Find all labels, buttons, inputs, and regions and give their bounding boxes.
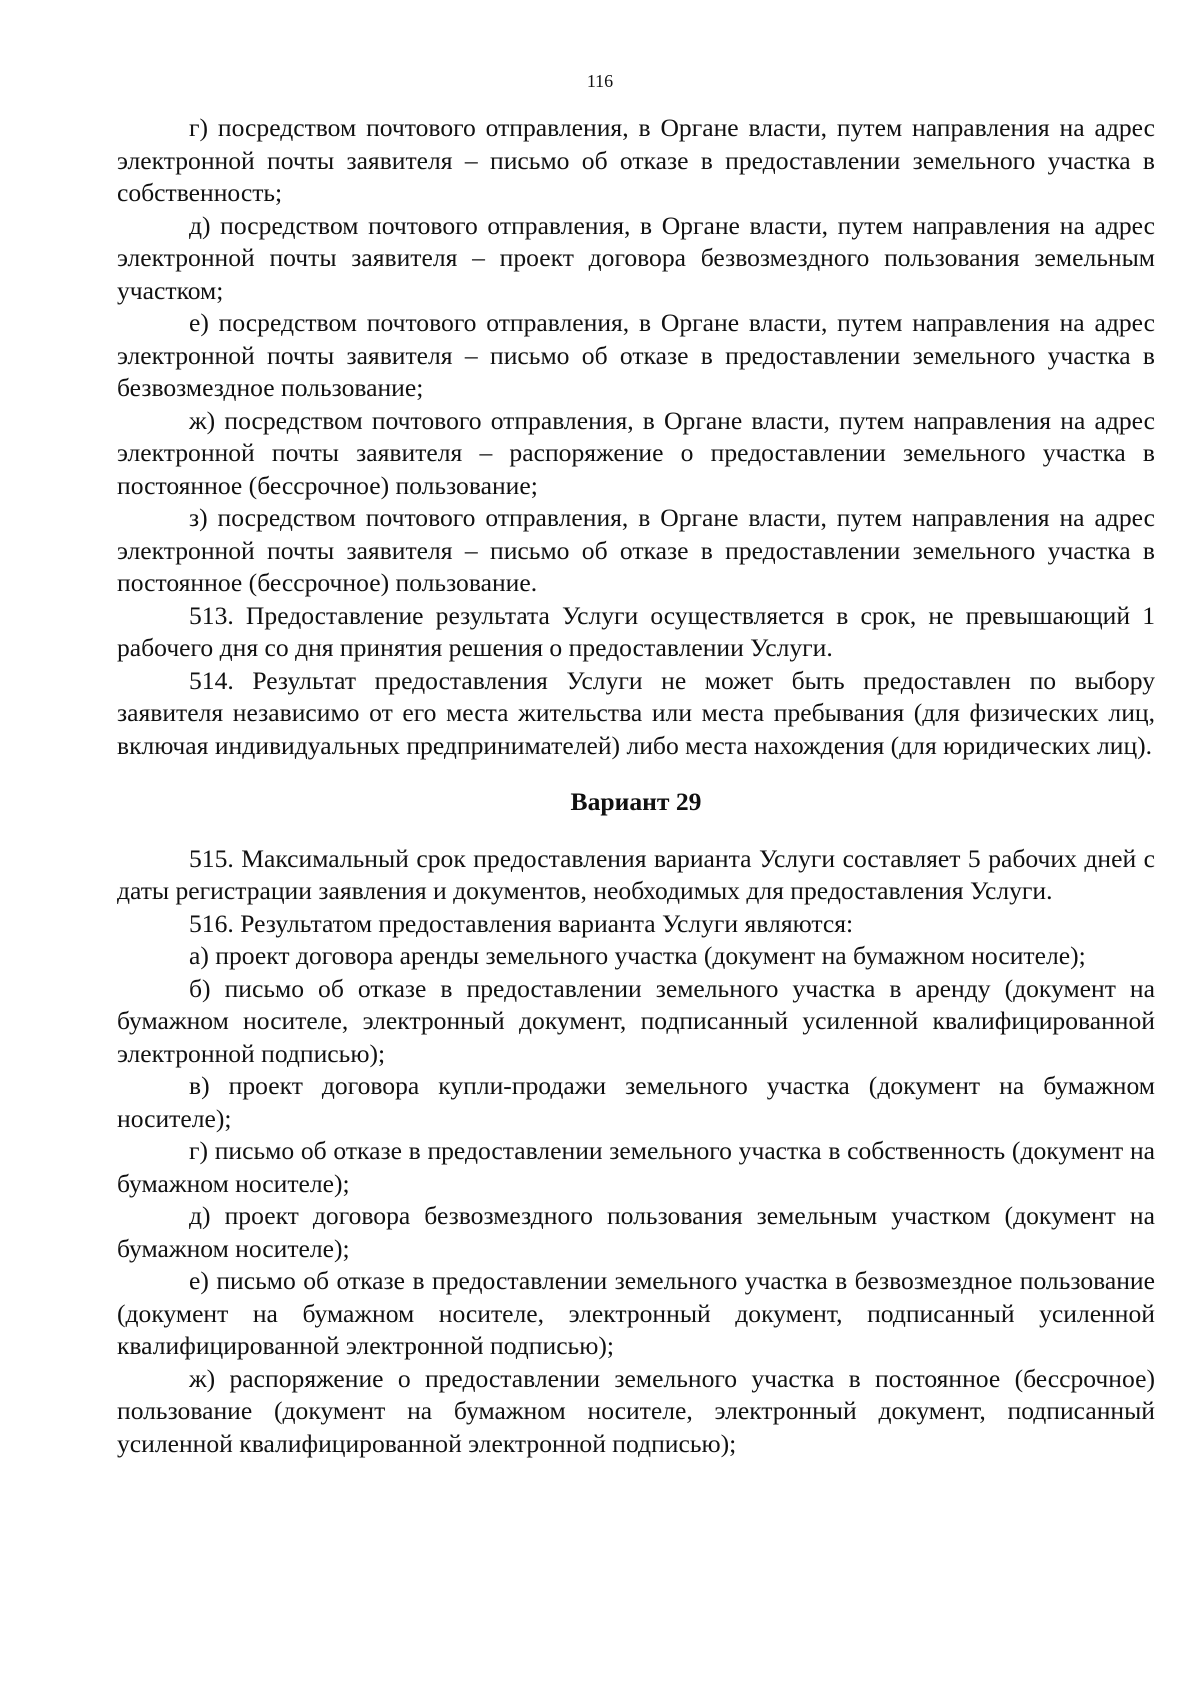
paragraph-result-d: д) проект договора безвозмездного пользования земельным участком (документ на бумажном носителе); [117, 1201, 1155, 1263]
paragraph-result-a: а) проект договора аренды земельного участка (документ на бумажном носителе); [189, 941, 1086, 970]
paragraph-result-zh: ж) распоряжение о предоставлении земельного участка в постоянное (бессрочное) пользование (документ на бумажном носителе, электронный документ, подписанный усиленной квалифицированной электронной подписью); [117, 1363, 1155, 1458]
paragraph-item-z: з) посредством почтового отправления, в Органе власти, путем направления на адрес электронной почты заявителя – письмо об отказе в предоставлении земельного участка в постоянное (бессрочное) пользование. [117, 503, 1155, 597]
paragraph-item-zh: ж) посредством почтового отправления, в Органе власти, путем направления на адрес электронной почты заявителя – распоряжение о предоставлении земельного участка в постоянное (бессрочное) пользование; [117, 405, 1155, 500]
paragraph-item-e: е) посредством почтового отправления, в Органе власти, путем направления на адрес электронной почты заявителя – письмо об отказе в предоставлении земельного участка в безвозмездное пользование; [117, 308, 1155, 402]
paragraph-item-g: г) посредством почтового отправления, в Органе власти, путем направления на адрес электронной почты заявителя – письмо об отказе в предоставлении земельного участка в собственность; [117, 113, 1155, 207]
paragraph-result-b: б) письмо об отказе в предоставлении земельного участка в аренду (документ на бумажном носителе, электронный документ, подписанный усиленной квалифицированной электронной подписью); [117, 973, 1155, 1068]
paragraph-515: 515. Максимальный срок предоставления варианта Услуги составляет 5 рабочих дней с даты регистрации заявления и документов, необходимых для предоставления Услуги. [117, 843, 1155, 905]
document-body [117, 112, 1155, 1460]
paragraph-result-v: в) проект договора купли-продажи земельного участка (документ на бумажном носителе); [117, 1071, 1155, 1133]
paragraph-516: 516. Результатом предоставления варианта Услуги являются: [189, 908, 854, 938]
section-heading-variant-29: Вариант 29 [570, 787, 702, 816]
paragraph-514: 514. Результат предоставления Услуги не может быть предоставлен по выбору заявителя независимо от его места жительства или места пребывания (для физических лиц, включая индивидуальных предпринимателей) либо места нахождения (для юридических лиц). [117, 665, 1155, 760]
paragraph-result-g: г) письмо об отказе в предоставлении земельного участка в собственность (документ на бумажном носителе); [117, 1136, 1155, 1198]
page-number: 116 [586, 71, 614, 91]
paragraph-result-e: е) письмо об отказе в предоставлении земельного участка в безвозмездное пользование (документ на бумажном носителе, электронный документ, подписанный усиленной квалифицированной электронной подписью); [117, 1266, 1155, 1360]
paragraph-513: 513. Предоставление результата Услуги осуществляется в срок, не превышающий 1 рабочего дня со дня принятия решения о предоставлении Услуги. [117, 600, 1155, 662]
paragraph-item-d: д) посредством почтового отправления, в Органе власти, путем направления на адрес электронной почты заявителя – проект договора безвозмездного пользования земельным участком; [117, 210, 1155, 305]
